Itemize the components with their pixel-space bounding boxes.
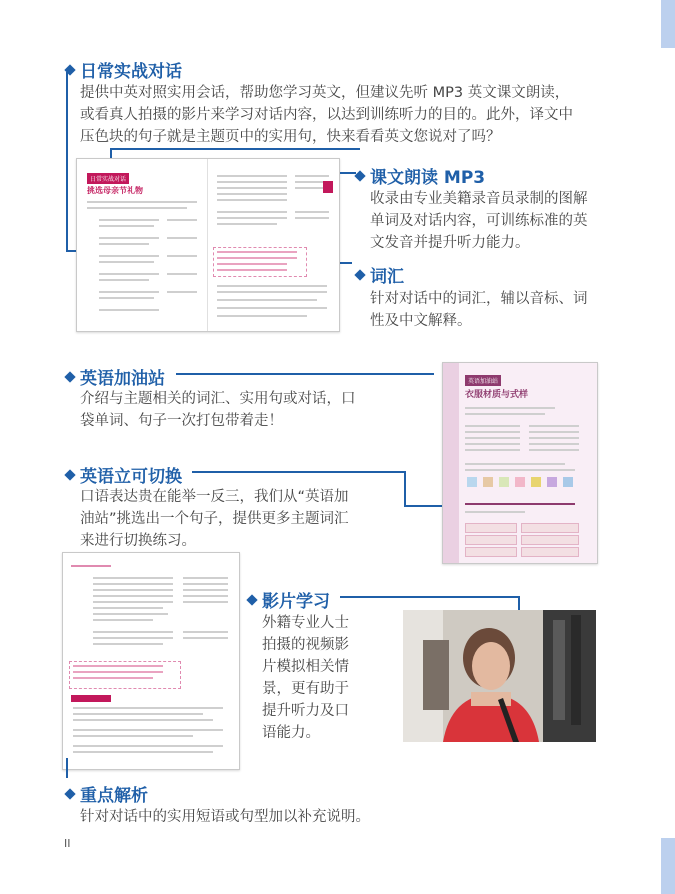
- keypoint-title: 重点解析: [66, 781, 148, 806]
- diamond-icon: [246, 594, 257, 605]
- keypoint-desc: 针对对话中的实用短语或句型加以补充说明。: [80, 809, 370, 825]
- dialog-tag: 日常实战对话: [87, 173, 129, 184]
- diamond-icon: [64, 788, 75, 799]
- sample-keypoint-page: [62, 552, 240, 770]
- diamond-icon: [64, 469, 75, 480]
- daily-dialog-title: 日常实战对话: [66, 57, 182, 82]
- connector-line: [518, 596, 520, 610]
- connector-line: [110, 148, 360, 150]
- page-number: II: [64, 837, 71, 850]
- connector-line: [176, 373, 434, 375]
- diamond-icon: [64, 371, 75, 382]
- connector-line: [340, 172, 356, 174]
- sample-station-page: [442, 362, 598, 564]
- edge-tab-bottom: [661, 838, 675, 894]
- video-still-photo: [403, 610, 596, 742]
- vocab-title: 词汇: [356, 262, 404, 287]
- sample-dialog-page: [76, 158, 340, 332]
- connector-line: [404, 505, 444, 507]
- switch-desc: 口语表达贵在能举一反三，我们从“英语加 油站”挑选出一个句子，提供更多主题词汇 来进行切换练习。: [80, 489, 349, 549]
- connector-line: [66, 72, 68, 252]
- dialog-page-title: 挑选母亲节礼物: [87, 186, 143, 195]
- daily-dialog-desc: 提供中英对照实用会话，帮助您学习英文，但建议先听 MP3 英文课文朗读， 或看真人拍摄的影片来学习对话内容，以达到训练听力的目的。此外，译文中 压色块的句子就是主题页中的实用句，快来看看英文您说对了吗？: [80, 85, 573, 145]
- mp3-desc: 收录由专业美籍录音员录制的图解 单词及对话内容，可训练标准的英 文发音并提升听力能力。: [370, 191, 588, 251]
- station-title: 英语加油站: [66, 364, 165, 389]
- diamond-icon: [354, 170, 365, 181]
- station-desc: 介绍与主题相关的词汇、实用句或对话，口 袋单词、句子一次打包带着走！: [80, 391, 356, 429]
- diamond-icon: [354, 269, 365, 280]
- connector-line: [340, 596, 520, 598]
- station-tag: 英语加油站: [465, 375, 501, 386]
- station-page-title: 衣服材质与式样: [465, 390, 529, 400]
- video-desc: 外籍专业人士 拍摄的视频影 片模拟相关情 景，更有助于 提升听力及口 语能力。: [262, 615, 349, 741]
- edge-tab-top: [661, 0, 675, 48]
- video-title: 影片学习: [248, 587, 330, 612]
- connector-line: [192, 471, 404, 473]
- mp3-title: 课文朗读 MP3: [356, 163, 485, 188]
- connector-line: [66, 758, 68, 778]
- switch-title: 英语立可切换: [66, 462, 182, 487]
- vocab-desc: 针对对话中的词汇，辅以音标、词 性及中文解释。: [370, 291, 588, 329]
